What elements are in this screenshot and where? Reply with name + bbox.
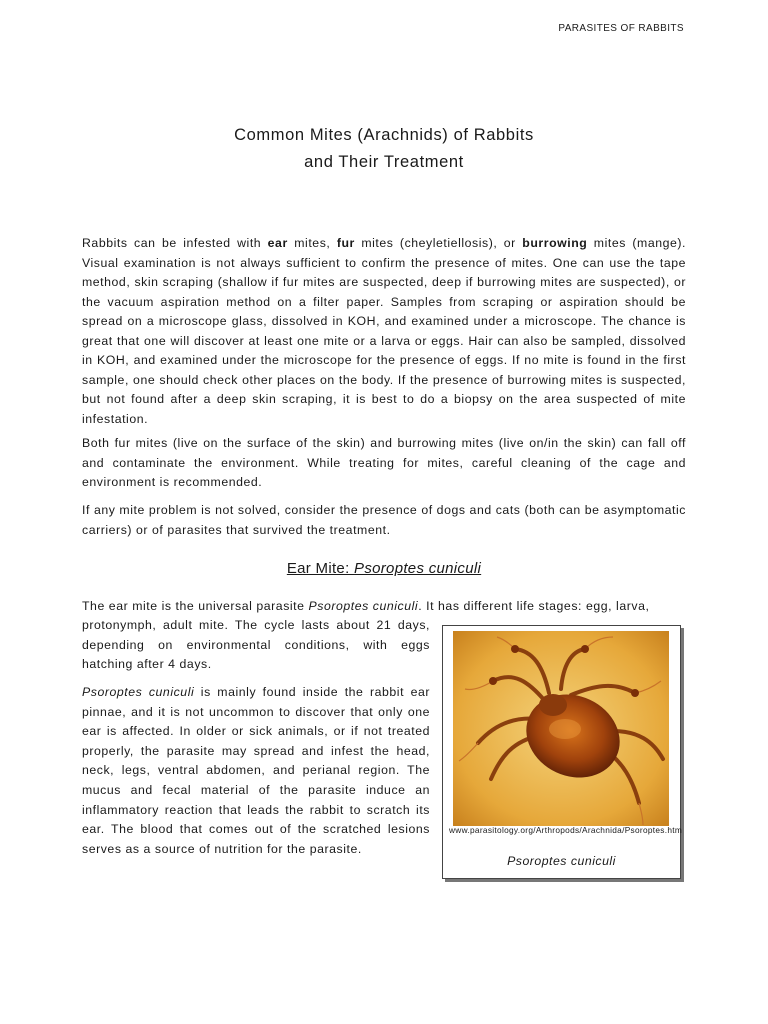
text-run: is mainly found inside the rabbit ear pinnae, and it is not uncommon to discover that only one ear is affected. In older or sick animals, or if not treated properly, the parasite may spread and infest the head, neck, legs, ventral abdomen, and perianal region. The mucus and fecal material of the parasite induce an inflammatory reaction that leads the rabbit to scratch its ear. The blood that comes out of the scratched lesions serves as a source of nutrition for the parasite. bbox=[82, 685, 430, 856]
intro-paragraph-3 bbox=[82, 501, 686, 540]
figure-box bbox=[442, 625, 681, 879]
text-run: mites (mange). Visual examination is not always sufficient to confirm the presence of mites. One can use the tape method, skin scraping (shallow if fur mites are suspected, deep if burrowing mites are suspected), or the vacuum aspiration method on a filter paper. Samples from scraping or aspiration should be spread on a microscope glass, dissolved in KOH, and examined under a microscope. The chance is great that one will discover at least one mite or a larva or eggs. Hair can also be sampled, dissolved in KOH, and examined under the microscope for the presence of eggs. If no mite is found in the first sample, one should check other places on the body. If the presence of burrowing mites is suspected, but not found after a deep skin scraping, it is best to do a biopsy on the area suspected of mite infestation. bbox=[82, 236, 687, 426]
text-run: Rabbits can be infested with bbox=[82, 236, 268, 250]
heading-prefix: Ear Mite: bbox=[286, 560, 355, 577]
title-line-2: and Their Treatment bbox=[304, 153, 464, 171]
title-line-1: Common Mites (Arachnids) of Rabbits bbox=[234, 126, 534, 144]
text-run: The ear mite is the universal parasite bbox=[82, 599, 309, 613]
species-name: Psoroptes cuniculi bbox=[82, 685, 195, 699]
species-name: Psoroptes cuniculi bbox=[308, 599, 419, 613]
mite-micrograph-image bbox=[453, 631, 669, 826]
text-run: . It has different life stages: egg, larva, bbox=[418, 599, 650, 613]
text-run: mites, bbox=[287, 236, 337, 250]
running-header: PARASITES OF RABBITS bbox=[558, 23, 684, 34]
paragraph-text: If any mite problem is not solved, consider the presence of dogs and cats (both can be asymptomatic carriers) or of parasites that survived the treatment. bbox=[82, 503, 686, 537]
term-burrowing: burrowing bbox=[522, 236, 588, 250]
document-title bbox=[0, 122, 768, 176]
term-ear: ear bbox=[267, 236, 288, 250]
text-run: mites (cheyletiellosis), or bbox=[354, 236, 523, 250]
intro-paragraph-2 bbox=[82, 434, 686, 493]
section-heading-ear-mite bbox=[0, 560, 768, 577]
intro-paragraph-1 bbox=[82, 234, 686, 429]
heading-species: Psoroptes cuniculi bbox=[354, 560, 482, 577]
paragraph-text: Both fur mites (live on the surface of the skin) and burrowing mites (live on/in the skin) can fall off and contaminate the environment. While treating for mites, careful cleaning of the cage and environment is recommended. bbox=[82, 436, 686, 489]
ear-mite-paragraph-1-line-1 bbox=[82, 597, 686, 617]
figure-caption: Psoroptes cuniculi bbox=[507, 854, 616, 868]
term-fur: fur bbox=[336, 236, 355, 250]
heading-text bbox=[287, 560, 481, 577]
ear-mite-paragraph-1-rest: protonymph, adult mite. The cycle lasts about 21 days, depending on environmental conditions, with eggs hatching after 4 days. bbox=[82, 618, 430, 671]
ear-mite-paragraph-2 bbox=[82, 683, 430, 859]
figure-source-url: www.parasitology.org/Arthropods/Arachnida/Psoroptes.htm bbox=[449, 825, 683, 835]
